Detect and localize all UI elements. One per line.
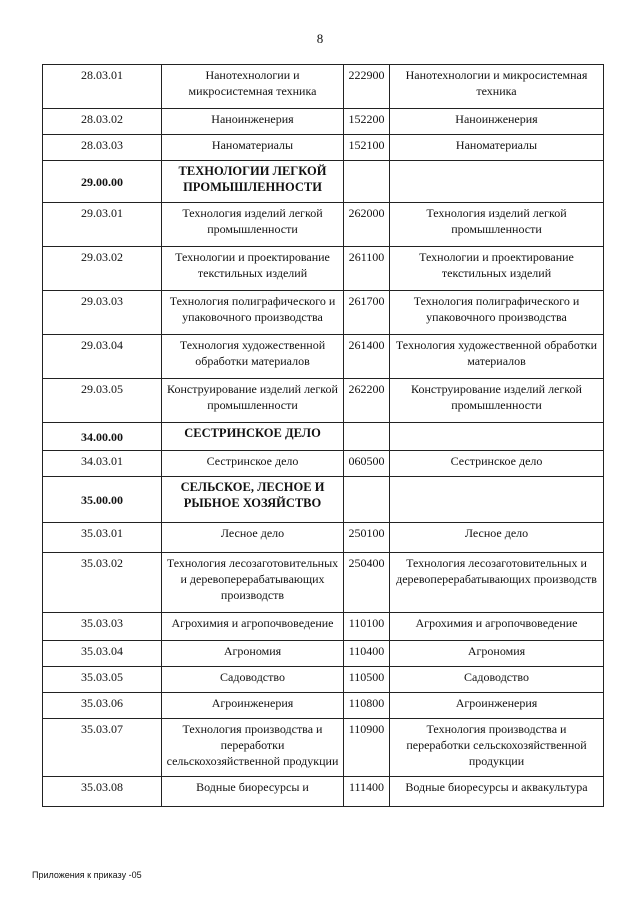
cell-old-name: Агрономия — [390, 641, 604, 667]
cell-code: 29.03.04 — [43, 335, 162, 379]
cell-code: 35.03.01 — [43, 523, 162, 553]
group-row — [43, 423, 604, 451]
cell-old-code: 262000 — [344, 203, 390, 247]
group-row — [43, 161, 604, 203]
cell-name: Агрономия — [162, 641, 344, 667]
cell-code: 28.03.01 — [43, 65, 162, 109]
cell-code: 35.03.03 — [43, 613, 162, 641]
cell-old-code: 262200 — [344, 379, 390, 423]
cell-old-code: 152200 — [344, 109, 390, 135]
cell-code: 35.03.08 — [43, 777, 162, 807]
cell-code: 35.03.07 — [43, 719, 162, 777]
page-number: 8 — [316, 31, 324, 46]
cell-old-name: Технология изделий легкой промышленности — [390, 203, 604, 247]
cell-old-code: 261100 — [344, 247, 390, 291]
table-row — [43, 777, 604, 807]
cell-name: Технологии и проектирование текстильных изделий — [162, 247, 344, 291]
table-row — [43, 641, 604, 667]
cell-old-code: 110800 — [344, 693, 390, 719]
cell-name: Технология полиграфического и упаковочного производства — [162, 291, 344, 335]
cell-code: 29.03.05 — [43, 379, 162, 423]
cell-name: Водные биоресурсы и — [162, 777, 344, 807]
cell-name: Агрохимия и агропочвоведение — [162, 613, 344, 641]
cell-name: Наноматериалы — [162, 135, 344, 161]
table-row — [43, 291, 604, 335]
cell-name: СЕЛЬСКОЕ, ЛЕСНОЕ И РЫБНОЕ ХОЗЯЙСТВО — [162, 477, 344, 523]
cell-old-code — [344, 423, 390, 451]
cell-old-name: Технология художественной обработки материалов — [390, 335, 604, 379]
cell-name: ТЕХНОЛОГИИ ЛЕГКОЙ ПРОМЫШЛЕННОСТИ — [162, 161, 344, 203]
cell-name: Технология производства и переработки сельскохозяйственной продукции — [162, 719, 344, 777]
cell-code: 34.00.00 — [43, 423, 162, 451]
cell-old-name: Технология полиграфического и упаковочного производства — [390, 291, 604, 335]
table-row — [43, 719, 604, 777]
table-row — [43, 451, 604, 477]
cell-name: Наноинженерия — [162, 109, 344, 135]
cell-name: Агроинженерия — [162, 693, 344, 719]
cell-code: 29.00.00 — [43, 161, 162, 203]
cell-old-name — [390, 477, 604, 523]
cell-name: Лесное дело — [162, 523, 344, 553]
cell-old-name — [390, 423, 604, 451]
cell-name: Технология изделий легкой промышленности — [162, 203, 344, 247]
cell-old-name: Нанотехнологии и микросистемная техника — [390, 65, 604, 109]
cell-code: 34.03.01 — [43, 451, 162, 477]
table-row — [43, 109, 604, 135]
cell-name: Садоводство — [162, 667, 344, 693]
cell-code: 35.03.06 — [43, 693, 162, 719]
cell-old-code: 250400 — [344, 553, 390, 613]
group-row — [43, 477, 604, 523]
table-row — [43, 379, 604, 423]
cell-old-code: 110100 — [344, 613, 390, 641]
cell-old-name: Садоводство — [390, 667, 604, 693]
cell-name: СЕСТРИНСКОЕ ДЕЛО — [162, 423, 344, 451]
cell-code: 29.03.01 — [43, 203, 162, 247]
cell-old-name: Сестринское дело — [390, 451, 604, 477]
table-row — [43, 247, 604, 291]
cell-old-code: 110500 — [344, 667, 390, 693]
table-row — [43, 553, 604, 613]
cell-old-name: Агрохимия и агропочвоведение — [390, 613, 604, 641]
cell-old-code: 250100 — [344, 523, 390, 553]
cell-old-name: Наноматериалы — [390, 135, 604, 161]
cell-code: 35.00.00 — [43, 477, 162, 523]
cell-old-name: Технология лесозаготовительных и деревоперерабатывающих производств — [390, 553, 604, 613]
table-row — [43, 613, 604, 641]
cell-code: 28.03.03 — [43, 135, 162, 161]
cell-code: 29.03.03 — [43, 291, 162, 335]
cell-old-name: Технологии и проектирование текстильных изделий — [390, 247, 604, 291]
table-row — [43, 335, 604, 379]
table-row — [43, 65, 604, 109]
table-row — [43, 667, 604, 693]
cell-old-code: 060500 — [344, 451, 390, 477]
cell-code: 35.03.04 — [43, 641, 162, 667]
cell-old-code: 261400 — [344, 335, 390, 379]
cell-code: 35.03.02 — [43, 553, 162, 613]
cell-old-code: 110400 — [344, 641, 390, 667]
cell-name: Конструирование изделий легкой промышленности — [162, 379, 344, 423]
cell-code: 29.03.02 — [43, 247, 162, 291]
specialties-table — [42, 64, 604, 807]
table-row — [43, 523, 604, 553]
cell-old-name: Технология производства и переработки сельскохозяйственной продукции — [390, 719, 604, 777]
cell-name: Технология лесозаготовительных и деревоперерабатывающих производств — [162, 553, 344, 613]
table-row — [43, 135, 604, 161]
cell-code: 28.03.02 — [43, 109, 162, 135]
cell-old-code: 261700 — [344, 291, 390, 335]
cell-old-name: Агроинженерия — [390, 693, 604, 719]
cell-old-code: 110900 — [344, 719, 390, 777]
cell-name: Сестринское дело — [162, 451, 344, 477]
cell-code: 35.03.05 — [43, 667, 162, 693]
cell-old-name: Лесное дело — [390, 523, 604, 553]
cell-old-name: Водные биоресурсы и аквакультура — [390, 777, 604, 807]
cell-old-code: 152100 — [344, 135, 390, 161]
cell-old-code: 111400 — [344, 777, 390, 807]
cell-name: Технология художественной обработки материалов — [162, 335, 344, 379]
cell-name: Нанотехнологии и микросистемная техника — [162, 65, 344, 109]
cell-old-code — [344, 477, 390, 523]
footer-note: Приложения к приказу -05 — [32, 870, 142, 880]
cell-old-code: 222900 — [344, 65, 390, 109]
table-row — [43, 693, 604, 719]
cell-old-name: Наноинженерия — [390, 109, 604, 135]
cell-old-name: Конструирование изделий легкой промышленности — [390, 379, 604, 423]
cell-old-name — [390, 161, 604, 203]
cell-old-code — [344, 161, 390, 203]
table-row — [43, 203, 604, 247]
